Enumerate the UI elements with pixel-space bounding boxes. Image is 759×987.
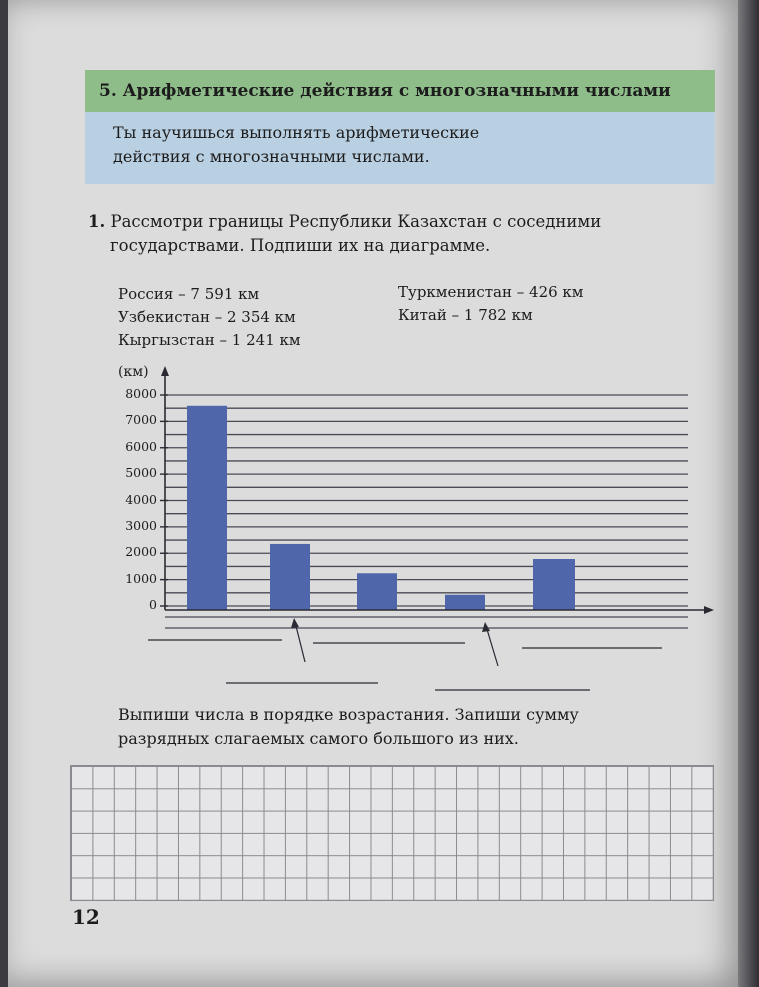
y-tick-label: 4000: [125, 491, 157, 507]
chart-bar: [357, 573, 397, 610]
x-axis-arrow: [704, 606, 714, 614]
goal-line-2: действия с многозначными числами.: [113, 147, 430, 166]
y-tick-label: 7000: [125, 412, 157, 428]
task-number: 1.: [88, 212, 106, 231]
section-title: 5. Арифметические действия с многозначными числами: [99, 81, 671, 101]
pointer-arrow: [291, 618, 299, 628]
y-tick-label: 8000: [125, 386, 157, 401]
chart-bar: [533, 559, 575, 610]
page-number: 12: [72, 905, 100, 929]
chart-gridlines: [165, 395, 688, 628]
task-text-line-2: государствами. Подпиши их на диаграмме.: [110, 236, 491, 255]
y-tick-label: 1000: [125, 570, 157, 586]
y-axis-unit: (км): [118, 364, 149, 380]
border-russia: Россия – 7 591 км: [118, 285, 260, 303]
task-text-line-1: Рассмотри границы Республики Казахстан с соседними: [110, 212, 602, 231]
y-tick-label: 5000: [125, 465, 157, 481]
chart-bar: [270, 544, 310, 610]
goal-line-1: Ты научишься выполнять арифметические: [113, 123, 480, 142]
y-tick-label: 0: [149, 597, 157, 612]
border-uzbekistan: Узбекистан – 2 354 км: [118, 308, 296, 326]
chart-axes: [160, 366, 714, 614]
chart-bar: [445, 595, 485, 610]
task-2: [118, 703, 728, 751]
y-axis-arrow: [161, 366, 169, 376]
pointer-arrow: [482, 622, 490, 632]
y-tick-label: 2000: [125, 544, 157, 560]
y-tick-label: 3000: [125, 517, 157, 533]
task2-line-2: разрядных слагаемых самого большого из них.: [118, 729, 519, 748]
border-china: Китай – 1 782 км: [398, 306, 533, 324]
border-turkmenistan: Туркменистан – 426 км: [398, 283, 584, 301]
chart-bar: [187, 406, 227, 610]
answer-grid[interactable]: [70, 765, 714, 901]
task2-line-1: Выпиши числа в порядке возрастания. Запиши сумму: [118, 705, 579, 724]
pointer-line: [486, 626, 498, 666]
y-tick-label: 6000: [125, 438, 157, 454]
answer-lines: [148, 618, 662, 690]
border-kyrgyzstan: Кыргызстан – 1 241 км: [118, 331, 301, 349]
